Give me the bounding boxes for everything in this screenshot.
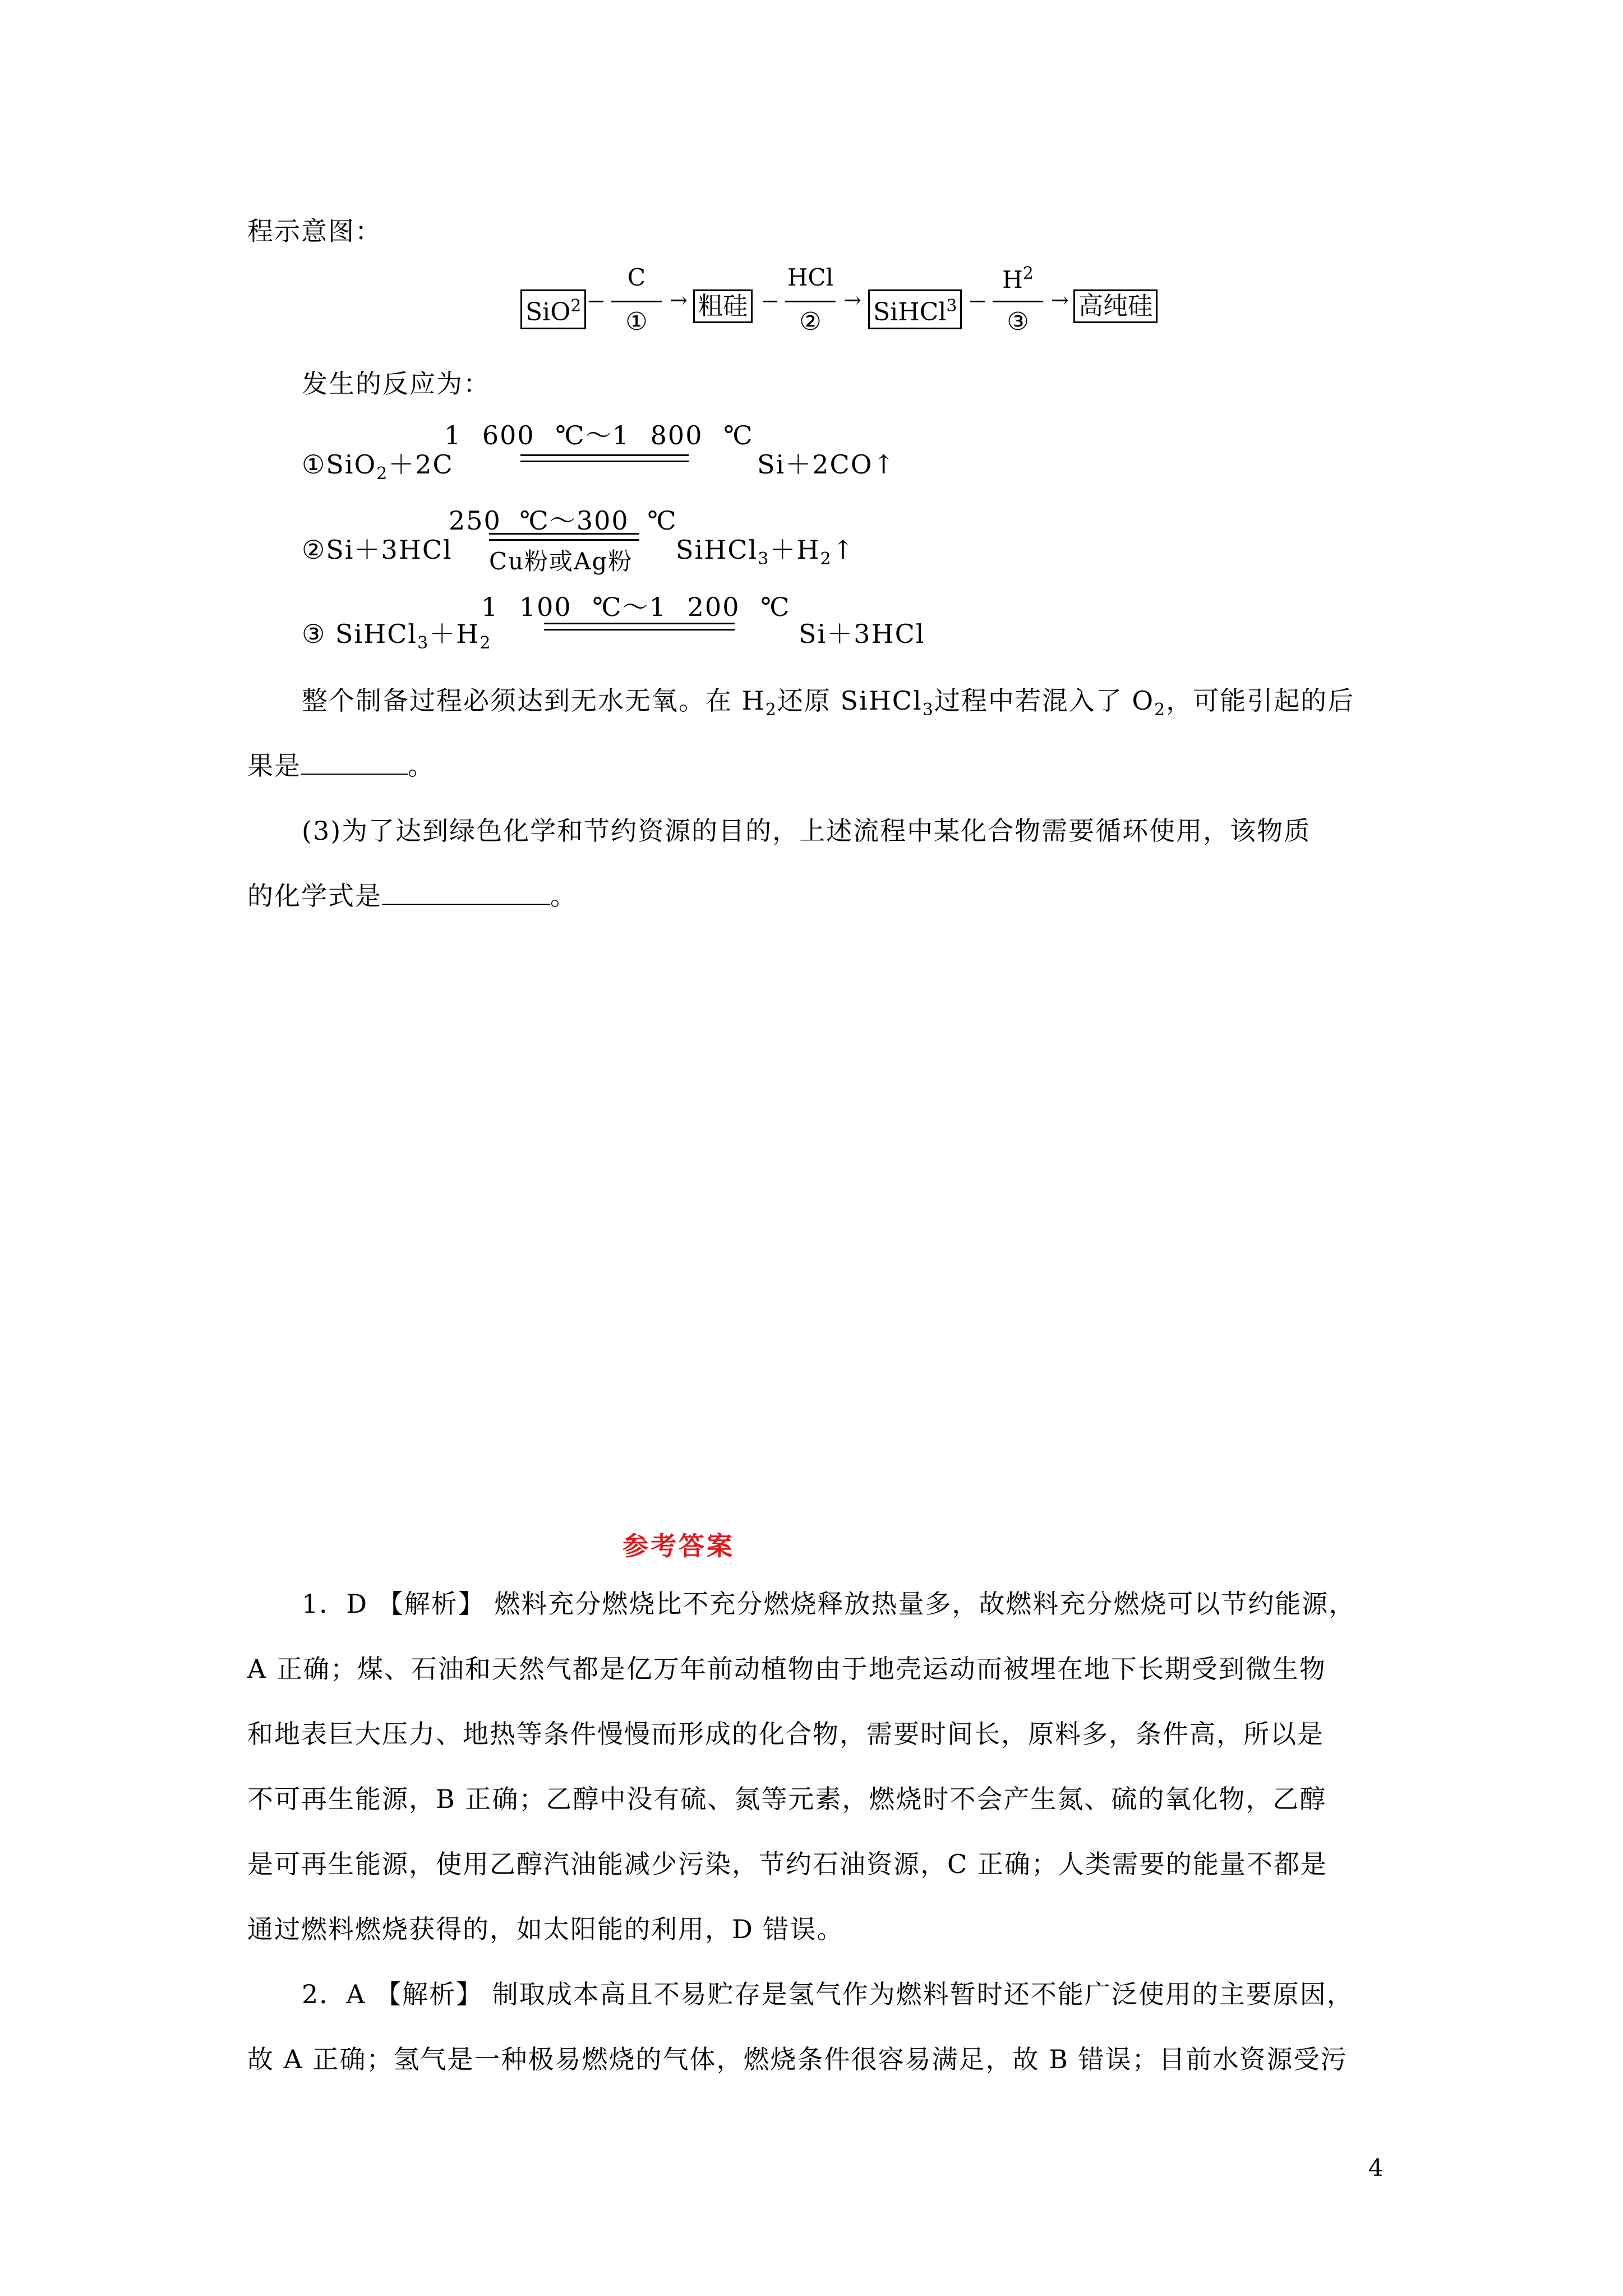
reaction-2-condition-bottom: Cu粉或Ag粉 — [489, 547, 633, 575]
q2-line-2-a: 果是 — [247, 751, 301, 781]
flow-step-3-number: ③ — [1007, 307, 1029, 336]
q2-line-1-sub3: 2 — [1154, 700, 1166, 720]
q2-line-1-sub: 2 — [765, 700, 777, 720]
flow-step-1 — [594, 264, 688, 348]
reaction-2-right-sub2: 2 — [820, 549, 832, 569]
reaction-3-left-b: ＋H — [429, 619, 480, 649]
q2-line-1-a: 整个制备过程必须达到无水无氧。在 H — [302, 685, 766, 716]
q2-line-1-c: 过程中若混入了 O — [934, 685, 1155, 716]
flow-step-1-dash — [589, 301, 603, 302]
answer-1-line: 1．D 【解析】 燃料充分燃烧比不充分燃烧释放热量多，故燃料充分燃烧可以节约能源， — [302, 1589, 1356, 1619]
flow-step-2 — [768, 264, 861, 348]
q3-line-2 — [247, 883, 577, 909]
reaction-2-equals-sign — [489, 533, 639, 541]
answer-1-line: 不可再生能源，B 正确；乙醇中没有硫、氮等元素，燃烧时不会产生氮、硫的氧化物，乙醇 — [247, 1784, 1327, 1814]
reaction-3-condition: 1 100 ℃～1 200 ℃ — [481, 592, 791, 622]
reaction-2-right-b: ＋H — [769, 535, 820, 565]
reaction-1-left-b: ＋2C — [388, 449, 454, 480]
flow-step-3-reagent-text: H — [1002, 266, 1023, 293]
answer-1-line: 通过燃料燃烧获得的，如太阳能的利用，D 错误。 — [247, 1914, 844, 1944]
reactions-intro: 发生的反应为： — [302, 369, 490, 399]
reaction-2-right-a: SiHCl — [676, 535, 758, 565]
intro-text: 程示意图： — [247, 216, 382, 246]
flow-box-crude-silicon: 粗硅 — [693, 289, 753, 323]
flow-step-2-number: ② — [799, 307, 822, 336]
q2-line-1 — [302, 685, 1355, 720]
flow-step-3 — [976, 264, 1069, 348]
reaction-3-equals-sign — [544, 623, 735, 631]
reaction-3-right: Si＋3HCl — [799, 619, 925, 649]
flow-box-sio2 — [520, 289, 586, 329]
reaction-1-right: Si＋2CO↑ — [757, 449, 896, 480]
reaction-2-right-c: ↑ — [832, 535, 855, 565]
q2-answer-blank[interactable] — [301, 774, 408, 775]
answer-1-line: 和地表巨大压力、地热等条件慢慢而形成的化合物，需要时间长，原料多，条件高，所以是 — [247, 1719, 1324, 1749]
q2-line-2 — [247, 753, 435, 779]
flow-sio2-text: SiO — [525, 298, 571, 326]
flow-sihcl3-text: SiHCl — [873, 298, 947, 326]
flow-step-2-arrow-icon: → — [843, 288, 861, 312]
q2-line-1-b: 还原 SiHCl — [777, 685, 923, 716]
reaction-1-left-sub: 2 — [376, 464, 389, 484]
reaction-3-left-a: ③ SiHCl — [302, 619, 418, 649]
flow-step-3-bar — [993, 301, 1043, 302]
q2-line-2-end: 。 — [408, 751, 435, 781]
reaction-2-left: ②Si＋3HCl — [302, 535, 453, 565]
answer-1-line: 是可再生能源，使用乙醇汽油能减少污染，节约石油资源，C 正确；人类需要的能量不都是 — [247, 1849, 1327, 1879]
flow-step-1-arrow-icon: → — [670, 288, 688, 312]
reaction-2-right-sub: 3 — [758, 549, 770, 569]
flow-step-2-reagent: HCl — [787, 264, 834, 291]
flow-step-2-dash — [763, 301, 777, 302]
reaction-1-left — [302, 444, 454, 484]
reaction-1-condition: 1 600 ℃～1 800 ℃ — [444, 420, 754, 450]
flow-step-1-reagent: C — [627, 264, 646, 291]
flow-step-3-reagent — [976, 264, 1060, 293]
answer-2-line: 2．A 【解析】 制取成本高且不易贮存是氢气作为燃料暂时还不能广泛使用的主要原因， — [302, 1979, 1354, 2009]
flow-sio2-sup: 2 — [570, 296, 582, 316]
q3-answer-blank[interactable] — [382, 904, 550, 905]
flow-step-1-bar — [611, 301, 662, 302]
answer-1-line: A 正确；煤、石油和天然气都是亿万年前动植物由于地壳运动而被埋在地下长期受到微生物 — [247, 1654, 1326, 1684]
answers-title: 参考答案 — [623, 1531, 735, 1561]
q2-line-1-sub2: 3 — [922, 700, 934, 720]
flow-sihcl3-sup: 3 — [946, 296, 957, 316]
reaction-2-right — [676, 530, 855, 569]
answer-2-line: 故 A 正确；氢气是一种极易燃烧的气体，燃烧条件很容易满足，故 B 错误；目前水资源受污 — [247, 2044, 1348, 2074]
flow-step-3-dash — [970, 301, 985, 302]
q3-line-2-end: 。 — [550, 881, 577, 911]
flow-step-1-number: ① — [625, 307, 648, 336]
flow-box-pure-silicon: 高纯硅 — [1073, 289, 1158, 323]
flow-step-2-bar — [785, 301, 836, 302]
reaction-1-equals-sign — [520, 454, 689, 462]
q3-line-1: (3)为了达到绿色化学和节约资源的目的，上述流程中某化合物需要循环使用，该物质 — [302, 816, 1311, 846]
reaction-1-left-a: ①SiO — [302, 449, 377, 480]
flow-step-3-reagent-sup: 2 — [1022, 264, 1034, 283]
q3-line-2-a: 的化学式是 — [247, 881, 382, 911]
reaction-3-left — [302, 614, 491, 653]
reaction-3-left-sub2: 2 — [479, 633, 492, 653]
page-number: 4 — [1368, 2154, 1384, 2182]
q2-line-1-d: ，可能引起的后 — [1166, 685, 1355, 716]
reaction-2-condition-top: 250 ℃～300 ℃ — [449, 505, 677, 536]
flow-step-3-arrow-icon: → — [1051, 288, 1069, 312]
reaction-3-left-sub: 3 — [417, 633, 430, 653]
flow-box-sihcl3 — [868, 289, 962, 329]
